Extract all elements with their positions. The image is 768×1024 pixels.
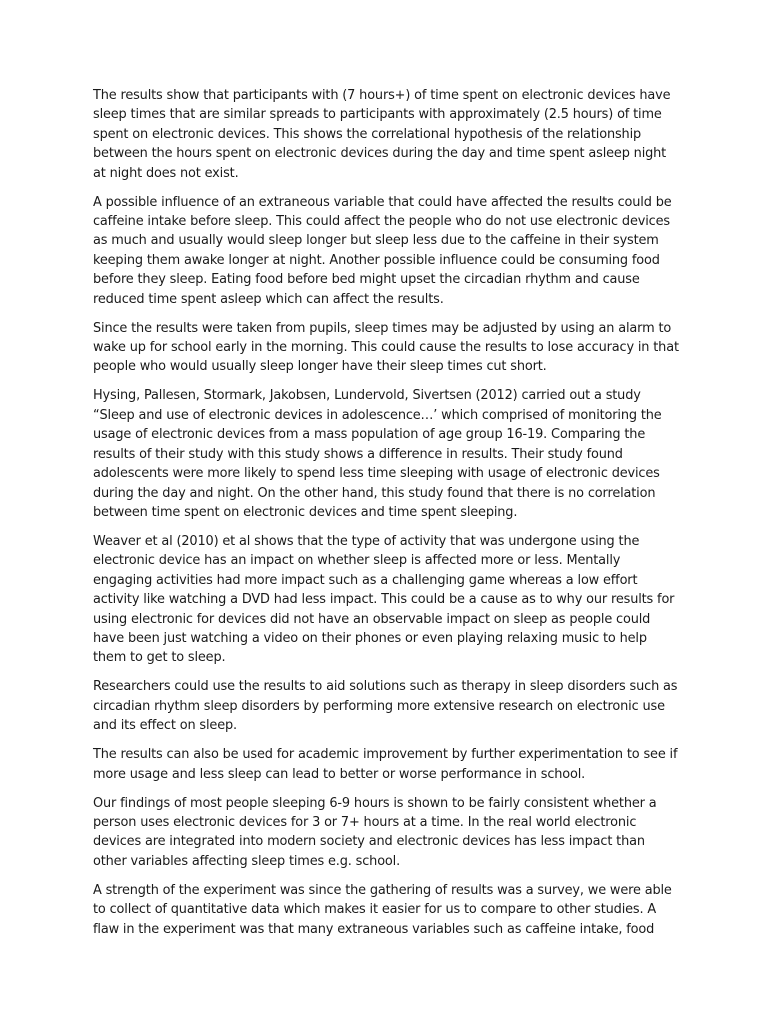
document-body (93, 86, 681, 948)
paragraph-researchers-use: Researchers could use the results to aid solutions such as therapy in sleep disorders such as circadian rhythm sleep disorders by performing more extensive research on electronic use and its effect on sleep. (93, 679, 678, 734)
paragraph-results-summary: The results show that participants with (7 hours+) of time spent on electronic devices have sleep times that are similar spreads to participants with approximately (2.5 hours) of time spent on electronic devices. This shows the correlational hypothesis of the relationship between the hours spent on electronic devices during the day and time spent asleep night at night does not exist. (93, 88, 671, 181)
paragraph-findings: Our findings of most people sleeping 6-9 hours is shown to be fairly consistent whether a person uses electronic devices for 3 or 7+ hours at a time. In the real world electronic devices are integrated into modern society and electronic devices has less impact than other variables affecting sleep times e.g. school. (93, 795, 657, 869)
paragraph-hysing-study: Hysing, Pallesen, Stormark, Jakobsen, Lundervold, Sivertsen (2012) carried out a study “Sleep and use of electronic devices in adolescence…’ which comprised of monitoring the usage of electronic devices from a mass population of age group 16-19. Comparing the results of their study with this study shows a difference in results. Their study found adolescents were more likely to spend less time sleeping with usage of electronic devices during the day and night. On the other hand, this study found that there is no correlation between time spent on electronic devices and time spent sleeping. (93, 388, 662, 520)
paragraph-extraneous-variable: A possible influence of an extraneous variable that could have affected the results could be caffeine intake before sleep. This could affect the people who do not use electronic devices as much and usually would sleep longer but sleep less due to the caffeine in their system keeping them awake longer at night. Another possible influence could be consuming food before they sleep. Eating food before bed might upset the circadian rhythm and cause reduced time spent asleep which can affect the results. (93, 194, 672, 307)
paragraph-academic-improvement: The results can also be used for academic improvement by further experimentation to see if more usage and less sleep can lead to better or worse performance in school. (93, 747, 678, 782)
paragraph-weaver-study: Weaver et al (2010) et al shows that the type of activity that was undergone using the electronic device has an impact on whether sleep is affected more or less. Mentally engaging activities had more impact such as a challenging game whereas a low effort activity like watching a DVD had less impact. This could be a cause as to why our results for using electronic for devices did not have an observable impact on sleep as people could have been just watching a video on their phones or even playing relaxing music to help them to get to sleep. (93, 533, 675, 666)
paragraph-school-alarm: Since the results were taken from pupils, sleep times may be adjusted by using an alarm to wake up for school early in the morning. This could cause the results to lose accuracy in that people who would usually sleep longer have their sleep times cut short. (93, 320, 679, 375)
paragraph-strength-flaw: A strength of the experiment was since the gathering of results was a survey, we were able to collect of quantitative data which makes it easier for us to compare to other studies. A flaw in the experiment was that many extraneous variables such as caffeine intake, food (93, 882, 672, 937)
